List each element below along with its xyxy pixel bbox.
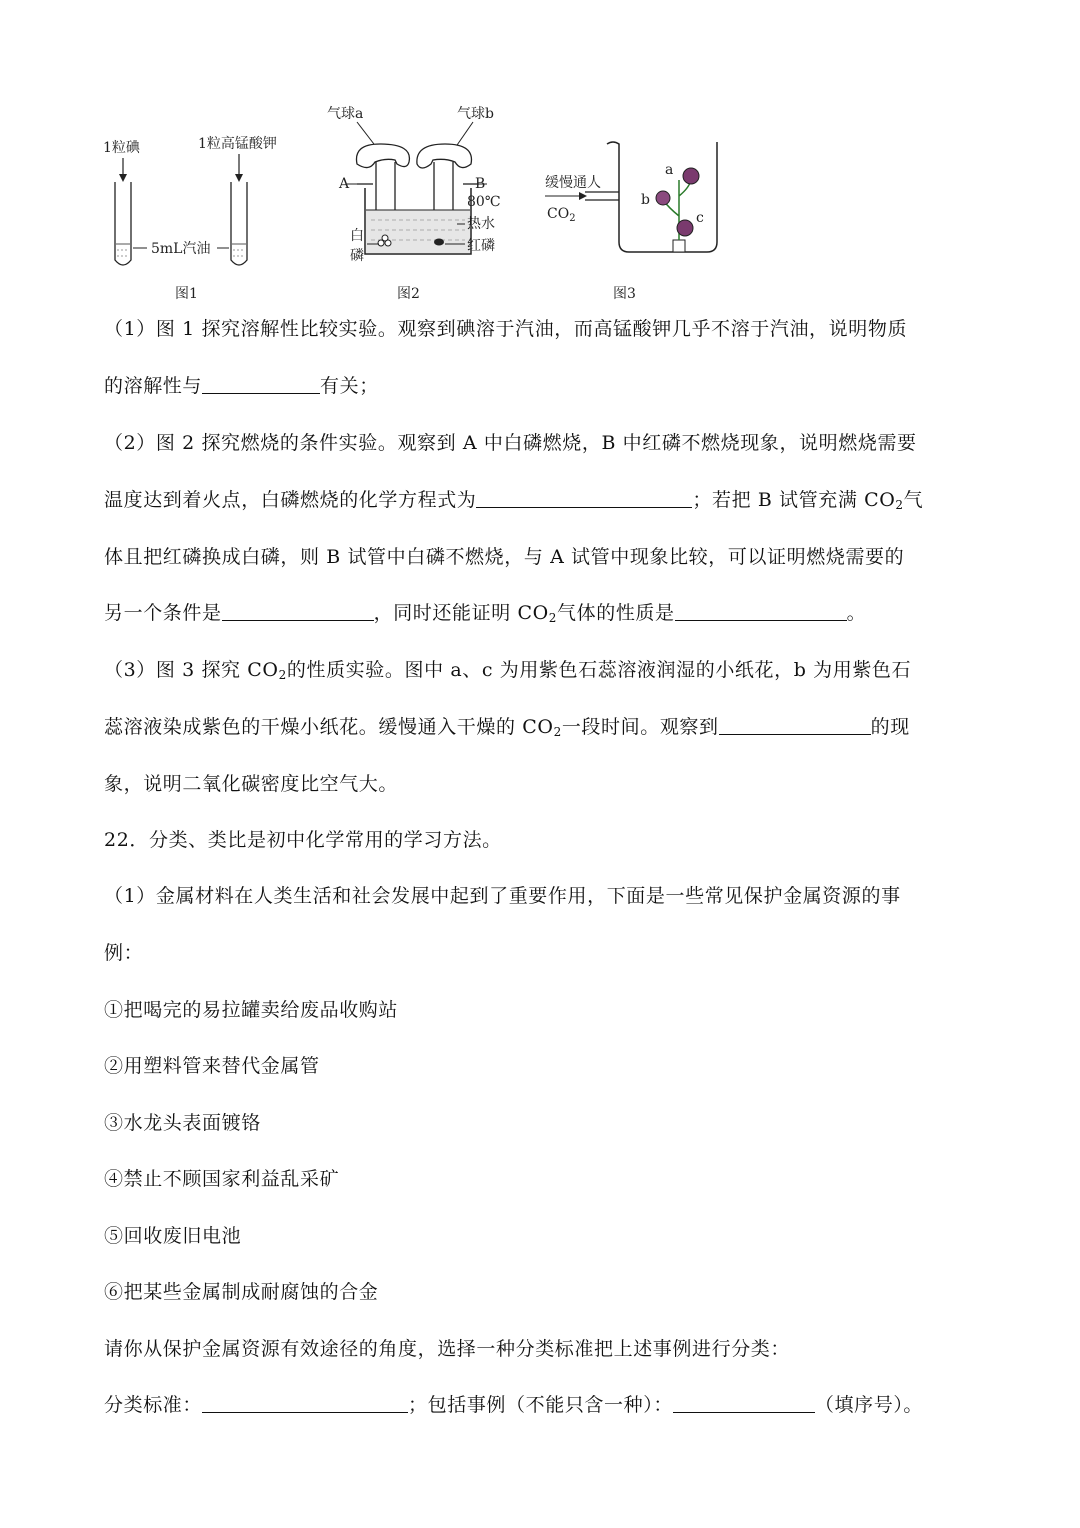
subscript-2: 2 bbox=[895, 498, 904, 512]
classification-text-a: 分类标准： bbox=[104, 1394, 203, 1416]
q2-line-1: （2）图 2 探究燃烧的条件实验。观察到 A 中白磷燃烧，B 中红磷不燃烧现象，说明燃烧需要 bbox=[104, 432, 917, 454]
subscript-2: 2 bbox=[278, 668, 287, 682]
label-iodine: 1粒碘 bbox=[103, 140, 140, 156]
q2-line-2 bbox=[104, 486, 984, 514]
q2-line-2-text-c: 气 bbox=[903, 489, 924, 511]
caption-fig2: 图2 bbox=[397, 286, 420, 302]
label-white-p-1: 白 bbox=[350, 228, 364, 244]
q1-line-2-text-a: 的溶解性与 bbox=[104, 375, 203, 397]
label-inlet-1: 缓慢通人 bbox=[545, 175, 601, 191]
subscript-2: 2 bbox=[548, 611, 558, 625]
q1-line-2 bbox=[104, 372, 984, 400]
figures-svg bbox=[95, 92, 755, 307]
figure-2 bbox=[327, 106, 500, 302]
instruction-line: 请你从保护金属资源有效途径的角度，选择一种分类标准把上述事例进行分类： bbox=[104, 1338, 791, 1360]
test-tube-1 bbox=[115, 182, 131, 265]
q2-line-4-text-c: 气体的性质是 bbox=[557, 602, 675, 624]
q3-line-2-text-a: 蕊溶液染成紫色的干燥小纸花。缓慢通入干燥的 CO bbox=[104, 716, 554, 738]
label-inlet-2: $CO_2$ bbox=[547, 206, 576, 224]
caption-fig1: 图1 bbox=[175, 286, 198, 302]
answer-blank-standard[interactable] bbox=[202, 1392, 408, 1413]
example-item-4: ④禁止不顾国家利益乱采矿 bbox=[104, 1168, 340, 1190]
q3-line-2 bbox=[104, 713, 984, 741]
q2-line-4-text-d: 。 bbox=[846, 602, 867, 624]
answer-blank-equation[interactable] bbox=[476, 487, 692, 508]
example-item-6: ⑥把某些金属制成耐腐蚀的合金 bbox=[104, 1281, 379, 1303]
label-white-p-2: 磷 bbox=[350, 248, 364, 264]
experiment-figures bbox=[95, 92, 755, 307]
figure-3 bbox=[545, 142, 717, 302]
example-item-2: ②用塑料管来替代金属管 bbox=[104, 1055, 320, 1077]
answer-blank-observation[interactable] bbox=[719, 714, 871, 735]
test-tube-2 bbox=[231, 182, 247, 265]
q2-line-4-text-a: 另一个条件是 bbox=[104, 602, 222, 624]
q1-line-2-text-b: 有关； bbox=[320, 375, 379, 397]
label-kmno4: 1粒高锰酸钾 bbox=[198, 136, 277, 152]
label-hot-water: 热水 bbox=[467, 216, 495, 232]
q22-1-line-1: （1）金属材料在人类生活和社会发展中起到了重要作用，下面是一些常见保护金属资源的事 bbox=[104, 885, 901, 907]
q2-line-4 bbox=[104, 599, 984, 627]
q22-heading: 22．分类、类比是初中化学常用的学习方法。 bbox=[104, 829, 502, 851]
example-item-5: ⑤回收废旧电池 bbox=[104, 1225, 242, 1247]
label-flower-c: c bbox=[696, 210, 704, 226]
classification-text-b: ；包括事例（不能只含一种）： bbox=[408, 1394, 673, 1416]
caption-fig3: 图3 bbox=[613, 286, 636, 302]
subscript-2: 2 bbox=[553, 725, 562, 739]
figure-1 bbox=[103, 135, 277, 302]
q2-line-2-text-b: ；若把 B 试管充满 CO bbox=[692, 489, 896, 511]
q3-line-3: 象，说明二氧化碳密度比空气大。 bbox=[104, 773, 399, 795]
q3-line-2-text-b: 一段时间。观察到 bbox=[561, 716, 719, 738]
q3-line-2-text-c: 的现 bbox=[870, 716, 910, 738]
q2-line-3: 体且把红磷换成白磷，则 B 试管中白磷不燃烧，与 A 试管中现象比较，可以证明燃烧需要的 bbox=[104, 546, 905, 568]
q3-line-1-text-b: 的性质实验。图中 a、c 为用紫色石蕊溶液润湿的小纸花，b 为用紫色石 bbox=[286, 659, 912, 681]
label-gasoline: 5mL汽油 bbox=[151, 241, 211, 257]
label-tube-a: A bbox=[339, 176, 350, 192]
label-balloon-a: 气球a bbox=[327, 106, 364, 122]
q3-line-1 bbox=[104, 656, 984, 684]
example-item-1: ①把喝完的易拉罐卖给废品收购站 bbox=[104, 999, 399, 1021]
answer-blank-q1[interactable] bbox=[202, 373, 320, 394]
label-temp: 80℃ bbox=[467, 194, 501, 210]
classification-text-c: （填序号）。 bbox=[814, 1394, 924, 1416]
q3-line-1-text-a: （3）图 3 探究 CO bbox=[104, 659, 279, 681]
q2-line-4-text-b: ，同时还能证明 CO bbox=[373, 602, 549, 624]
label-tube-b: B bbox=[475, 176, 486, 192]
answer-blank-property[interactable] bbox=[675, 600, 847, 621]
label-red-p: 红磷 bbox=[467, 238, 495, 254]
answer-blank-examples[interactable] bbox=[673, 1392, 815, 1413]
example-item-3: ③水龙头表面镀铬 bbox=[104, 1112, 261, 1134]
q1-line-1: （1）图 1 探究溶解性比较实验。观察到碘溶于汽油，而高锰酸钾几乎不溶于汽油，说明物质 bbox=[104, 318, 908, 340]
q2-line-2-text-a: 温度达到着火点，白磷燃烧的化学方程式为 bbox=[104, 489, 477, 511]
answer-blank-condition[interactable] bbox=[222, 600, 374, 621]
label-flower-a: a bbox=[665, 162, 674, 178]
classification-line bbox=[104, 1391, 984, 1419]
q22-1-line-2: 例： bbox=[104, 942, 144, 964]
label-flower-b: b bbox=[641, 192, 650, 208]
label-balloon-b: 气球b bbox=[457, 106, 494, 122]
